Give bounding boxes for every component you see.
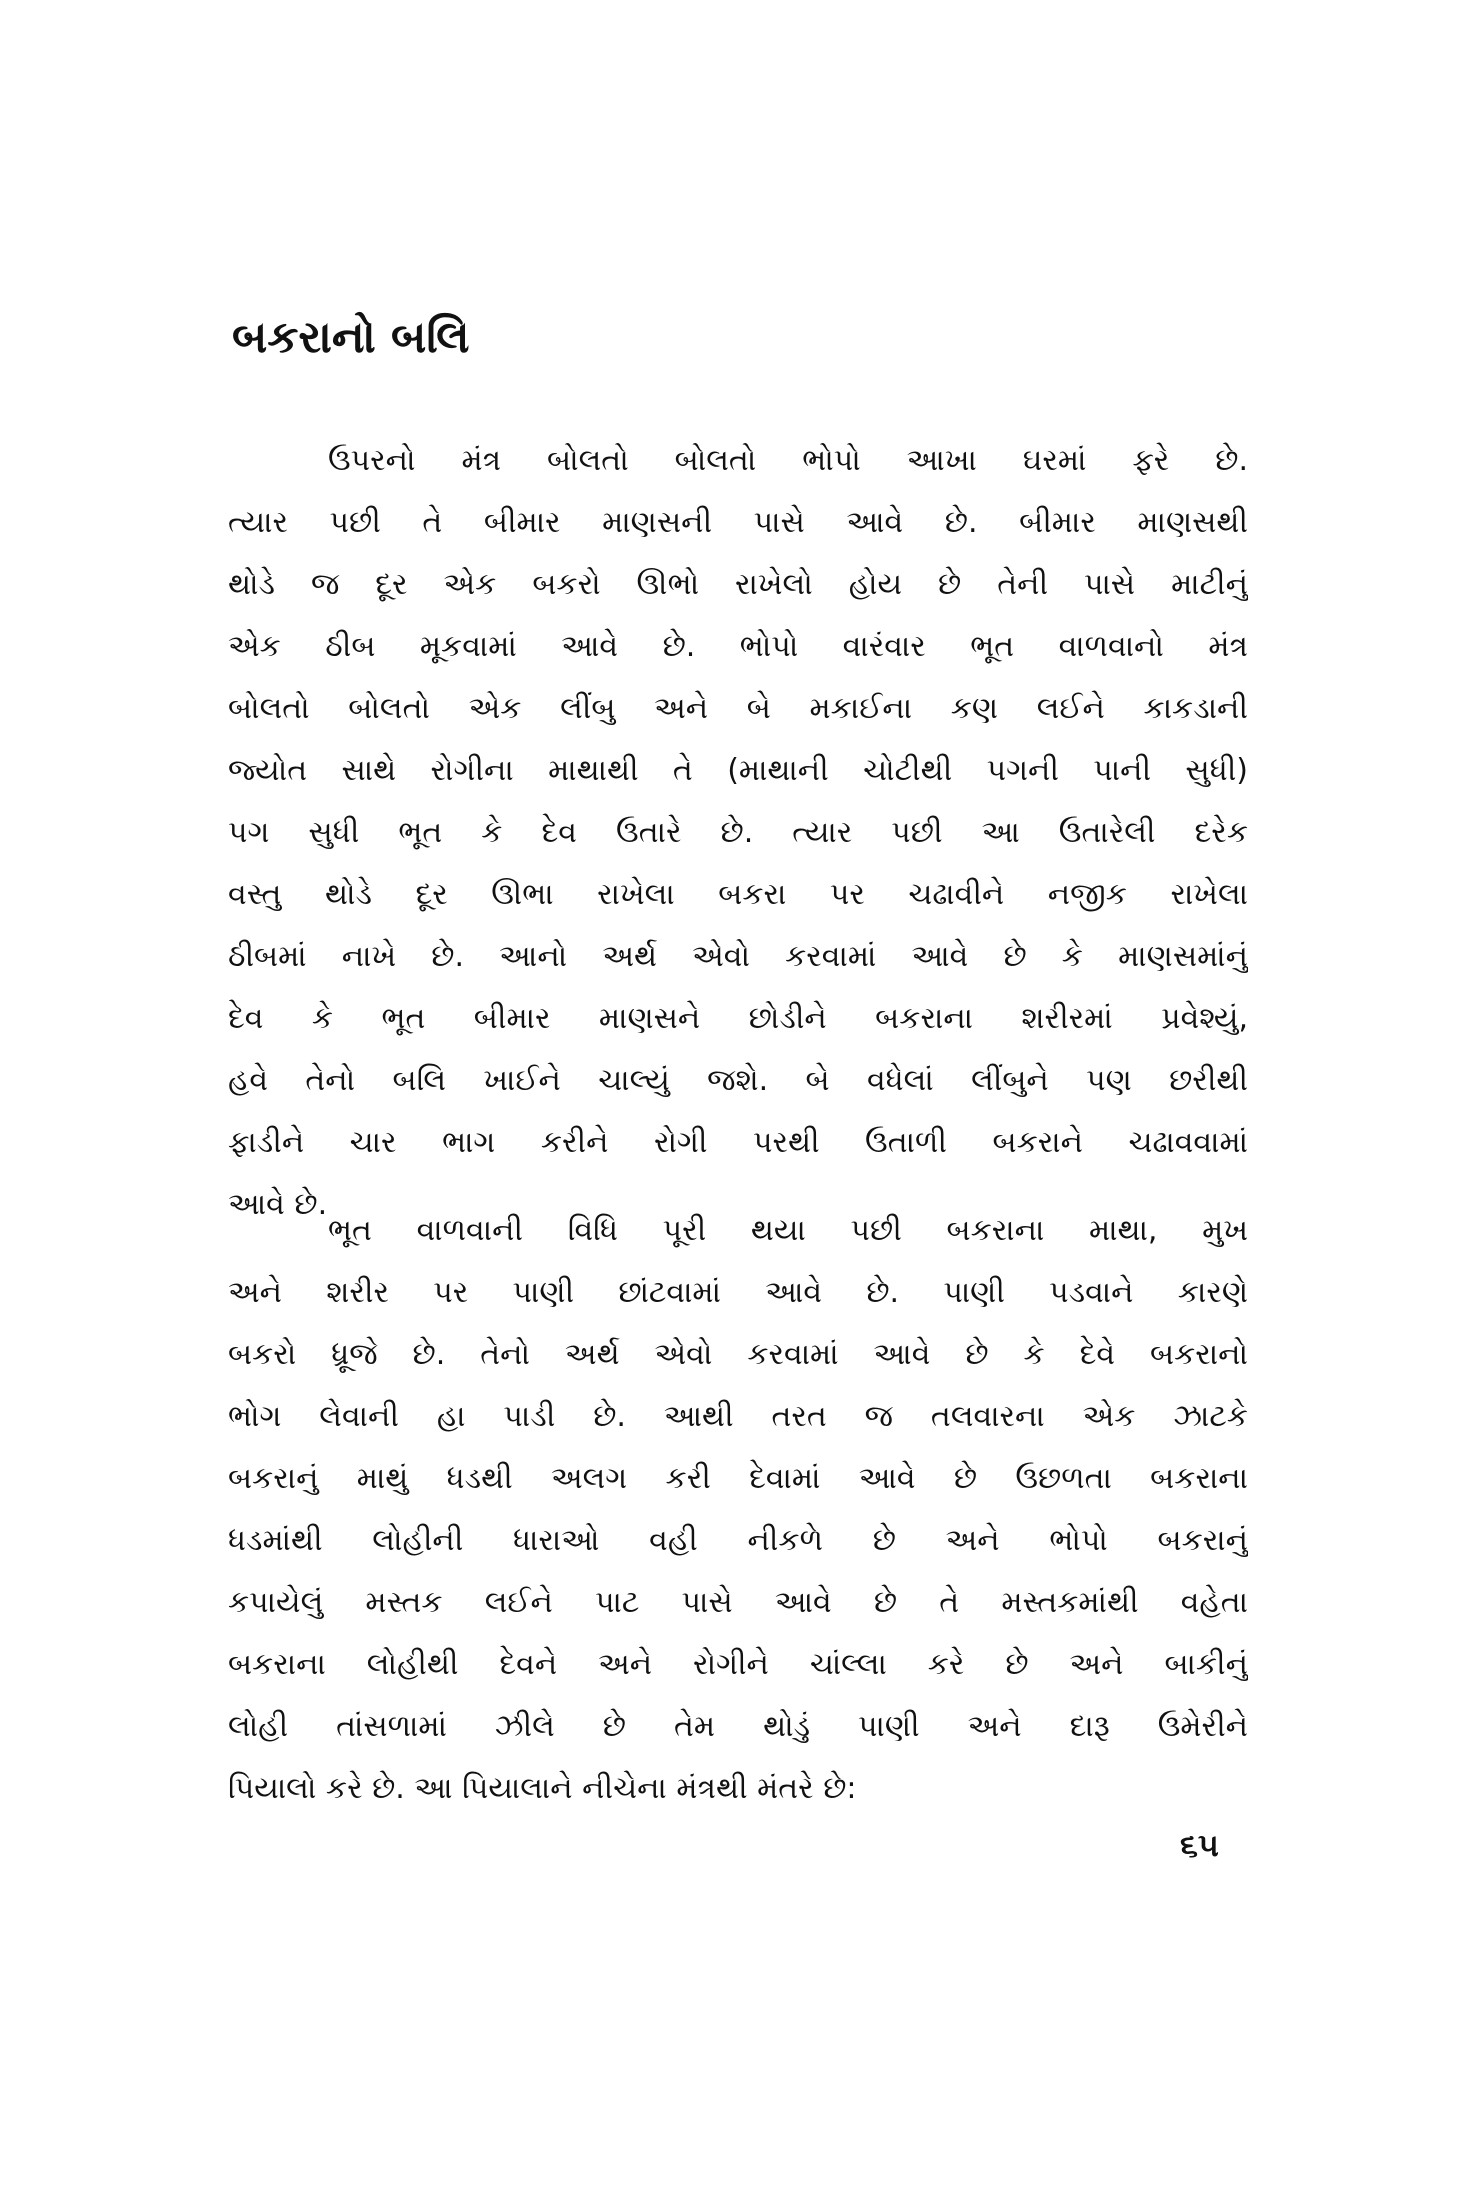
text-line: બકરાનું માથું ધડથી અલગ કરી દેવામાં આવે છે ઉછળતા બકરાના [228,1461,1248,1496]
text-line: ભૂત વાળવાની વિધિ પૂરી થયા પછી બકરાના માથા, મુખ [328,1213,1248,1248]
paragraph-sacrifice [228,1200,1248,1820]
text-line: ઉપરનો મંત્ર બોલતો બોલતો ભોપો આખા ઘરમાં ફરે છે. [328,443,1248,478]
text-line: પગ સુધી ભૂત કે દેવ ઉતારે છે. ત્યાર પછી આ ઉતારેલી દરેક [228,815,1248,850]
text-line: ઠીબમાં નાખે છે. આનો અર્થ એવો કરવામાં આવે છે કે માણસમાંનું [228,939,1248,974]
text-line: ભોગ લેવાની હા પાડી છે. આથી તરત જ તલવારના એક ઝાટકે [228,1399,1248,1434]
text-line: થોડે જ દૂર એક બકરો ઊભો રાખેલો હોય છે તેની પાસે માટીનું [228,567,1248,602]
text-line: વસ્તુ થોડે દૂર ઊભા રાખેલા બકરા પર ચઢાવીને નજીક રાખેલા [228,877,1248,912]
text-line: દેવ કે ભૂત બીમાર માણસને છોડીને બકરાના શરીરમાં પ્રવેશ્યું, [228,1001,1248,1036]
text-line: આવે છે. [228,1187,328,1222]
page-number: ૬૫ [1180,1826,1219,1864]
text-line: બોલતો બોલતો એક લીંબુ અને બે મકાઈના કણ લઈને કાકડાની [228,691,1248,726]
text-line: કપાયેલું મસ્તક લઈને પાટ પાસે આવે છે તે મસ્તકમાંથી વહેતા [228,1585,1248,1620]
text-line: ધડમાંથી લોહીની ધારાઓ વહી નીકળે છે અને ભોપો બકરાનું [228,1523,1248,1558]
text-line: પિયાલો કરે છે. આ પિયાલાને નીચેના મંત્રથી મંતરે છે: [228,1771,857,1806]
text-line: બકરો ધ્રૂજે છે. તેનો અર્થ એવો કરવામાં આવે છે કે દેવે બકરાનો [228,1337,1248,1372]
text-line: લોહી તાંસળામાં ઝીલે છે તેમ થોડું પાણી અને દારૂ ઉમેરીને [228,1709,1248,1744]
text-line: જ્યોત સાથે રોગીના માથાથી તે (માથાની ચોટીથી પગની પાની સુધી) [228,753,1248,788]
text-line: ફાડીને ચાર ભાગ કરીને રોગી પરથી ઉતાળી બકરાને ચઢાવવામાં [228,1125,1248,1160]
chapter-heading: બકરાનો બલિ [232,312,470,363]
text-line: બકરાના લોહીથી દેવને અને રોગીને ચાંલ્લા કરે છે અને બાકીનું [228,1647,1248,1682]
paragraph-ritual-preparation [228,430,1248,1236]
text-line: અને શરીર પર પાણી છાંટવામાં આવે છે. પાણી પડવાને કારણે [228,1275,1248,1310]
text-line: ત્યાર પછી તે બીમાર માણસની પાસે આવે છે. બીમાર માણસથી [228,505,1248,540]
text-line: હવે તેનો બલિ ખાઈને ચાલ્યું જશે. બે વધેલાં લીંબુને પણ છરીથી [228,1063,1248,1098]
text-line: એક ઠીબ મૂકવામાં આવે છે. ભોપો વારંવાર ભૂત વાળવાનો મંત્ર [228,629,1248,664]
